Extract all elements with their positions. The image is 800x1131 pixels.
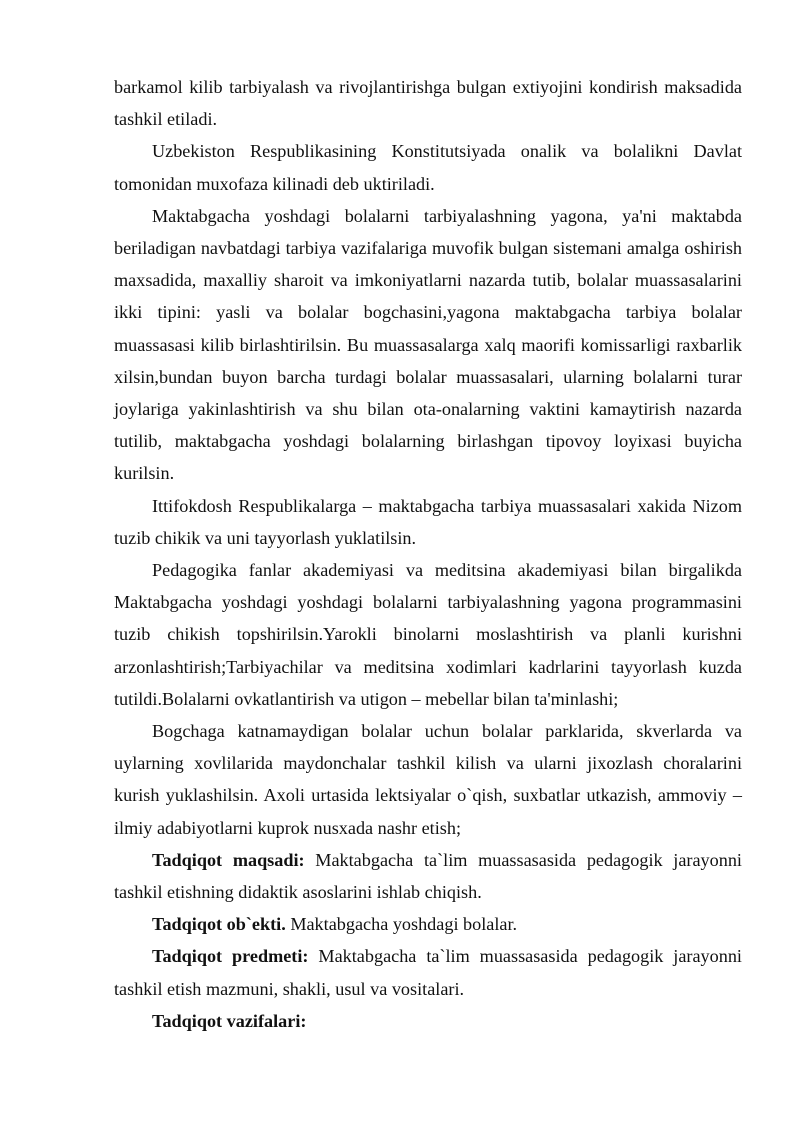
research-subject (114, 940, 742, 1004)
paragraph-6: Bogchaga katnamaydigan bolalar uchun bolalar parklarida, skverlarda va uylarning xovlilarida maydonchalar tashkil kilish va ularni jixozlash choralarini kurish yuklashilsin. Axoli urtasida lektsiyalar o`qish, suxbatlar utkazish, ammoviy – ilmiy adabiyotlarni kuprok nusxada nashr etish; (114, 721, 742, 838)
paragraph-4: Ittifokdosh Respublikalarga – maktabgacha tarbiya muassasalari xakida Nizom tuzib chikik va uni tayyorlash yuklatilsin. (114, 495, 742, 548)
research-goal (114, 844, 742, 908)
paragraph-5: Pedagogika fanlar akademiyasi va meditsina akademiyasi bilan birgalikda Maktabgacha yoshdagi yoshdagi bolalarni tarbiyalashning yagona programmasini tuzib chikish topshirilsin.Yarokli binolarni moslashtirish va planli kurishni arzonlashtirish;Tarbiyachilar va meditsina xodimlari kadrlarini tayyorlash kuzda tutildi.Bolalarni ovkatlantirish va utigon – mebellar bilan ta'minlashi; (114, 560, 742, 709)
research-subject-text: Maktabgacha ta`lim muassasasida pedagogik jarayonni tashkil etish mazmuni, shakli, usul va vositalari. (114, 946, 742, 999)
research-goal-label: Tadqiqot maqsadi: (152, 849, 305, 870)
document-page (114, 71, 742, 1037)
paragraph-1: barkamol kilib tarbiyalash va rivojlantirishga bulgan extiyojini kondirish maksadida tashkil etiladi. (114, 77, 742, 130)
paragraph-3: Maktabgacha yoshdagi bolalarni tarbiyalashning yagona, ya'ni maktabda beriladigan navbatdagi tarbiya vazifalariga muvofik bulgan sistemani amalga oshirish maxsadida, maxalliy sharoit va imkoniyatlarni nazarda tutib, bolalar muassasalarini ikki tipini: yasli va bolalar bogchasini,yagona maktabgacha tarbiya bolalar muassasasi kilib birlashtirilsin. Bu muassasalarga xalq maorifi komissarligi raxbarlik xilsin,bundan buyon barcha turdagi bolalar muassasalari, ularning bolalarni turar joylariga yakinlashtirish va shu bilan ota-onalarning vaktini kamaytirish nazarda tutilib, maktabgacha yoshdagi bolalarning birlashgan tipovoy loyixasi buyicha kurilsin. (114, 205, 742, 484)
research-object-text: Maktabgacha yoshdagi bolalar. (285, 914, 518, 935)
research-goal-text: Maktabgacha ta`lim muassasasida pedagogik jarayonni tashkil etishning didaktik asoslarini ishlab chiqish. (114, 849, 742, 903)
research-object (114, 908, 742, 940)
research-object-label: Tadqiqot ob`ekti. (152, 914, 286, 935)
research-tasks (114, 1005, 742, 1037)
paragraph-2: Uzbekiston Respublikasining Konstitutsiyada onalik va bolalikni Davlat tomonidan muxofaza kilinadi deb uktiriladi. (114, 141, 742, 194)
research-subject-label: Tadqiqot predmeti: (152, 946, 309, 967)
research-tasks-label: Tadqiqot vazifalari: (152, 1010, 307, 1031)
